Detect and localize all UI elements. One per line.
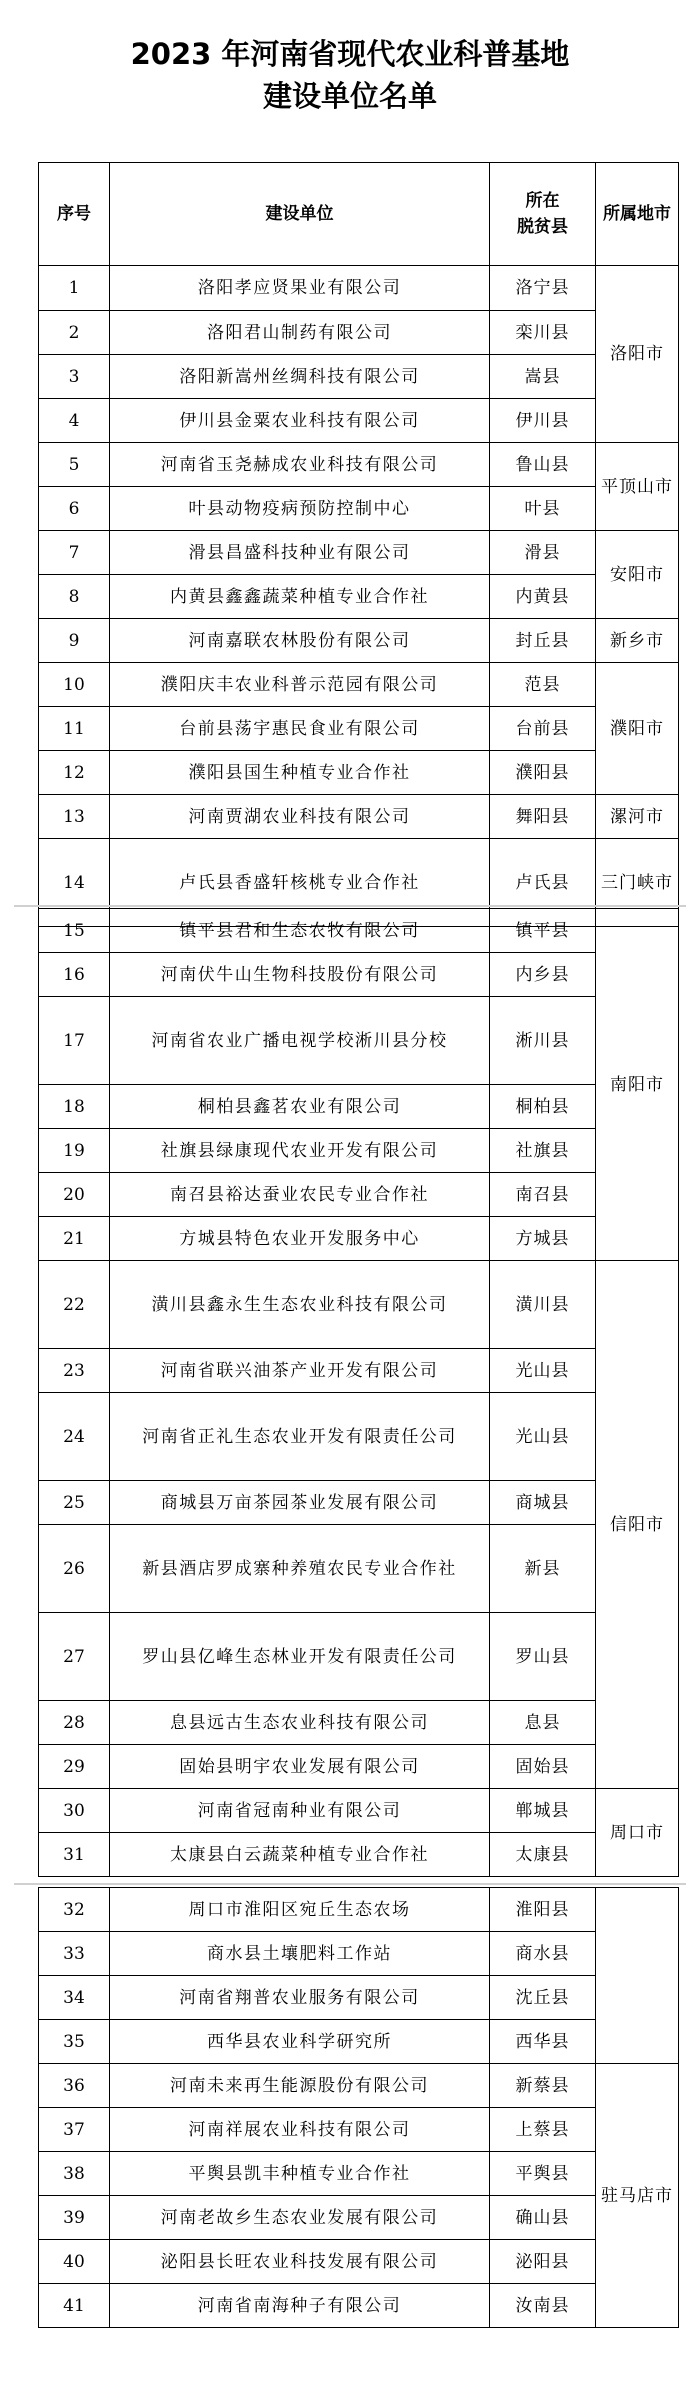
table-row [39, 997, 679, 1085]
row-county: 淅川县 [490, 997, 596, 1085]
row-unit-name: 河南省正礼生态农业开发有限责任公司 [110, 1393, 490, 1481]
table-row [39, 909, 679, 953]
row-seq-number: 15 [39, 909, 110, 953]
row-city: 三门峡市 [596, 839, 679, 927]
table-row [39, 1745, 679, 1789]
table-row [39, 2284, 679, 2328]
table-row [39, 2152, 679, 2196]
row-seq-number: 11 [39, 707, 110, 751]
row-county: 内黄县 [490, 575, 596, 619]
row-seq-number: 24 [39, 1393, 110, 1481]
row-county: 罗山县 [490, 1613, 596, 1701]
row-seq-number: 37 [39, 2108, 110, 2152]
row-seq-number: 32 [39, 1888, 110, 1932]
row-seq-number: 27 [39, 1613, 110, 1701]
row-unit-name: 新县酒店罗成寨种养殖农民专业合作社 [110, 1525, 490, 1613]
row-unit-name: 濮阳县国生种植专业合作社 [110, 751, 490, 795]
row-unit-name: 河南嘉联农林股份有限公司 [110, 619, 490, 663]
row-seq-number: 7 [39, 531, 110, 575]
row-city: 信阳市 [596, 1261, 679, 1789]
table-row [39, 953, 679, 997]
row-unit-name: 河南贾湖农业科技有限公司 [110, 795, 490, 839]
table-row [39, 575, 679, 619]
table-row [39, 1217, 679, 1261]
table-row [39, 2240, 679, 2284]
row-city: 平顶山市 [596, 443, 679, 531]
row-unit-name: 滑县昌盛科技种业有限公司 [110, 531, 490, 575]
row-city: 濮阳市 [596, 663, 679, 795]
table-row [39, 1129, 679, 1173]
row-county: 桐柏县 [490, 1085, 596, 1129]
row-unit-name: 潢川县鑫永生生态农业科技有限公司 [110, 1261, 490, 1349]
row-unit-name: 叶县动物疫病预防控制中心 [110, 487, 490, 531]
row-unit-name: 泌阳县长旺农业科技发展有限公司 [110, 2240, 490, 2284]
table-row [39, 707, 679, 751]
table-row [39, 2020, 679, 2064]
row-unit-name: 河南省翔普农业服务有限公司 [110, 1976, 490, 2020]
table-row [39, 311, 679, 355]
table-row [39, 2196, 679, 2240]
row-county: 潢川县 [490, 1261, 596, 1349]
row-seq-number: 3 [39, 355, 110, 399]
row-unit-name: 河南省玉尧赫成农业科技有限公司 [110, 443, 490, 487]
row-seq-number: 12 [39, 751, 110, 795]
header-unit: 建设单位 [110, 163, 490, 266]
row-seq-number: 4 [39, 399, 110, 443]
row-seq-number: 41 [39, 2284, 110, 2328]
row-unit-name: 河南老故乡生态农业发展有限公司 [110, 2196, 490, 2240]
row-county: 确山县 [490, 2196, 596, 2240]
row-unit-name: 太康县白云蔬菜种植专业合作社 [110, 1833, 490, 1877]
row-county: 卢氏县 [490, 839, 596, 927]
row-county: 内乡县 [490, 953, 596, 997]
row-seq-number: 33 [39, 1932, 110, 1976]
row-county: 社旗县 [490, 1129, 596, 1173]
row-unit-name: 西华县农业科学研究所 [110, 2020, 490, 2064]
row-seq-number: 14 [39, 839, 110, 927]
row-seq-number: 35 [39, 2020, 110, 2064]
table-row [39, 443, 679, 487]
row-seq-number: 28 [39, 1701, 110, 1745]
row-unit-name: 洛阳君山制药有限公司 [110, 311, 490, 355]
row-county: 方城县 [490, 1217, 596, 1261]
row-seq-number: 18 [39, 1085, 110, 1129]
row-seq-number: 5 [39, 443, 110, 487]
row-unit-name: 卢氏县香盛轩核桃专业合作社 [110, 839, 490, 927]
page-separator [14, 905, 686, 907]
table-row [39, 1932, 679, 1976]
row-seq-number: 25 [39, 1481, 110, 1525]
table-row [39, 1888, 679, 1932]
row-county: 光山县 [490, 1393, 596, 1481]
row-unit-name: 河南伏牛山生物科技股份有限公司 [110, 953, 490, 997]
table-row [39, 399, 679, 443]
table-row [39, 1173, 679, 1217]
row-seq-number: 16 [39, 953, 110, 997]
row-county: 上蔡县 [490, 2108, 596, 2152]
row-unit-name: 内黄县鑫鑫蔬菜种植专业合作社 [110, 575, 490, 619]
table-row [39, 1789, 679, 1833]
row-county: 郸城县 [490, 1789, 596, 1833]
row-county: 西华县 [490, 2020, 596, 2064]
row-seq-number: 23 [39, 1349, 110, 1393]
row-county: 滑县 [490, 531, 596, 575]
table-row [39, 1261, 679, 1349]
row-unit-name: 河南未来再生能源股份有限公司 [110, 2064, 490, 2108]
row-county: 镇平县 [490, 909, 596, 953]
unit-table-part2 [38, 908, 679, 1877]
row-county: 封丘县 [490, 619, 596, 663]
row-seq-number: 13 [39, 795, 110, 839]
row-county: 叶县 [490, 487, 596, 531]
row-seq-number: 10 [39, 663, 110, 707]
table-row [39, 1481, 679, 1525]
header-county-line2: 脱贫县 [517, 217, 568, 237]
row-seq-number: 9 [39, 619, 110, 663]
row-county: 鲁山县 [490, 443, 596, 487]
row-seq-number: 20 [39, 1173, 110, 1217]
row-unit-name: 固始县明宇农业发展有限公司 [110, 1745, 490, 1789]
row-county: 商城县 [490, 1481, 596, 1525]
row-county: 淮阳县 [490, 1888, 596, 1932]
row-seq-number: 17 [39, 997, 110, 1085]
unit-table-part3 [38, 1887, 679, 2328]
row-county: 固始县 [490, 1745, 596, 1789]
table-row [39, 1349, 679, 1393]
row-county: 息县 [490, 1701, 596, 1745]
table-row [39, 1701, 679, 1745]
row-unit-name: 河南省农业广播电视学校淅川县分校 [110, 997, 490, 1085]
row-city: 南阳市 [596, 909, 679, 1261]
table-row [39, 663, 679, 707]
row-unit-name: 息县远古生态农业科技有限公司 [110, 1701, 490, 1745]
row-seq-number: 38 [39, 2152, 110, 2196]
table-row [39, 531, 679, 575]
row-unit-name: 南召县裕达蚕业农民专业合作社 [110, 1173, 490, 1217]
row-unit-name: 洛阳孝应贤果业有限公司 [110, 266, 490, 311]
row-unit-name: 伊川县金粟农业科技有限公司 [110, 399, 490, 443]
table-row [39, 1976, 679, 2020]
row-county: 平舆县 [490, 2152, 596, 2196]
row-county: 范县 [490, 663, 596, 707]
table-row [39, 1393, 679, 1481]
row-city [596, 1888, 679, 2064]
table-row [39, 1525, 679, 1613]
row-county: 新蔡县 [490, 2064, 596, 2108]
page-separator [14, 1883, 686, 1885]
row-unit-name: 社旗县绿康现代农业开发有限公司 [110, 1129, 490, 1173]
table-row [39, 795, 679, 839]
row-unit-name: 方城县特色农业开发服务中心 [110, 1217, 490, 1261]
header-seq: 序号 [39, 163, 110, 266]
row-county: 濮阳县 [490, 751, 596, 795]
row-county: 泌阳县 [490, 2240, 596, 2284]
row-unit-name: 河南省南海种子有限公司 [110, 2284, 490, 2328]
document-title-line2: 建设单位名单 [262, 79, 437, 113]
row-seq-number: 1 [39, 266, 110, 311]
document-title-line1: 2023 年河南省现代农业科普基地 [130, 37, 570, 71]
table-row [39, 1833, 679, 1877]
row-city: 洛阳市 [596, 266, 679, 443]
row-seq-number: 29 [39, 1745, 110, 1789]
row-county: 新县 [490, 1525, 596, 1613]
table-row [39, 751, 679, 795]
row-unit-name: 濮阳庆丰农业科普示范园有限公司 [110, 663, 490, 707]
row-seq-number: 30 [39, 1789, 110, 1833]
row-seq-number: 22 [39, 1261, 110, 1349]
row-county: 台前县 [490, 707, 596, 751]
table-row [39, 619, 679, 663]
row-seq-number: 8 [39, 575, 110, 619]
row-city: 新乡市 [596, 619, 679, 663]
row-city: 安阳市 [596, 531, 679, 619]
row-county: 汝南县 [490, 2284, 596, 2328]
row-seq-number: 31 [39, 1833, 110, 1877]
row-unit-name: 平舆县凯丰种植专业合作社 [110, 2152, 490, 2196]
row-seq-number: 34 [39, 1976, 110, 2020]
table-row [39, 355, 679, 399]
table-row [39, 1085, 679, 1129]
table-row [39, 1613, 679, 1701]
row-unit-name: 镇平县君和生态农牧有限公司 [110, 909, 490, 953]
table-row [39, 2064, 679, 2108]
row-unit-name: 河南祥展农业科技有限公司 [110, 2108, 490, 2152]
row-unit-name: 商城县万亩茶园茶业发展有限公司 [110, 1481, 490, 1525]
table-row [39, 266, 679, 311]
row-county: 沈丘县 [490, 1976, 596, 2020]
row-unit-name: 河南省冠南种业有限公司 [110, 1789, 490, 1833]
row-county: 伊川县 [490, 399, 596, 443]
row-county: 栾川县 [490, 311, 596, 355]
row-seq-number: 39 [39, 2196, 110, 2240]
row-city: 驻马店市 [596, 2064, 679, 2328]
row-county: 光山县 [490, 1349, 596, 1393]
row-unit-name: 周口市淮阳区宛丘生态农场 [110, 1888, 490, 1932]
row-unit-name: 罗山县亿峰生态林业开发有限责任公司 [110, 1613, 490, 1701]
row-county: 商水县 [490, 1932, 596, 1976]
row-unit-name: 洛阳新嵩州丝绸科技有限公司 [110, 355, 490, 399]
row-unit-name: 桐柏县鑫茗农业有限公司 [110, 1085, 490, 1129]
row-county: 南召县 [490, 1173, 596, 1217]
table-row [39, 487, 679, 531]
row-unit-name: 商水县土壤肥料工作站 [110, 1932, 490, 1976]
row-unit-name: 台前县荡宇惠民食业有限公司 [110, 707, 490, 751]
row-county: 舞阳县 [490, 795, 596, 839]
table-row [39, 2108, 679, 2152]
row-seq-number: 40 [39, 2240, 110, 2284]
header-county [490, 163, 596, 266]
row-city: 漯河市 [596, 795, 679, 839]
row-county: 嵩县 [490, 355, 596, 399]
row-seq-number: 21 [39, 1217, 110, 1261]
header-county-line1: 所在 [525, 191, 560, 211]
header-city: 所属地市 [596, 163, 679, 266]
table-header-row [39, 163, 679, 266]
row-county: 洛宁县 [490, 266, 596, 311]
row-seq-number: 36 [39, 2064, 110, 2108]
row-seq-number: 2 [39, 311, 110, 355]
row-seq-number: 19 [39, 1129, 110, 1173]
row-county: 太康县 [490, 1833, 596, 1877]
row-seq-number: 6 [39, 487, 110, 531]
row-unit-name: 河南省联兴油茶产业开发有限公司 [110, 1349, 490, 1393]
row-seq-number: 26 [39, 1525, 110, 1613]
row-city: 周口市 [596, 1789, 679, 1877]
unit-table-part1 [38, 162, 679, 927]
